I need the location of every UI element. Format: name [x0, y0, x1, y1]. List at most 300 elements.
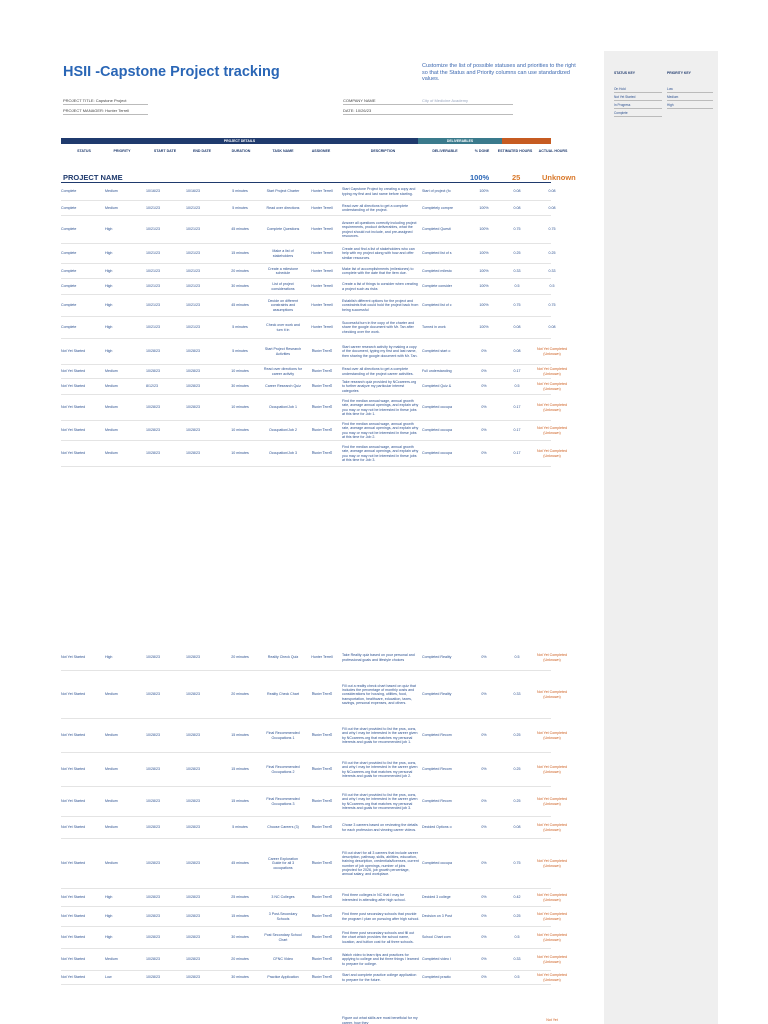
cell-status[interactable]: Not Yet Started: [61, 655, 86, 660]
cell-status[interactable]: Not Yet Started: [61, 428, 86, 433]
cell-start-date: 10/28/23: [146, 405, 160, 410]
cell-actual-hours: 0.25: [548, 251, 556, 256]
table-row[interactable]: [61, 379, 567, 395]
table-row[interactable]: [61, 671, 567, 719]
status-key-item[interactable]: On Hold: [614, 85, 662, 93]
column-header-actual-hours: ACTUAL HOURS: [538, 148, 568, 153]
cell-percent-done[interactable]: 0%: [481, 369, 487, 374]
cell-start-date: 10/28/23: [146, 767, 160, 772]
cell-assignee: Hunter Terrell: [311, 349, 333, 354]
cell-status[interactable]: Not Yet Started: [61, 895, 86, 900]
cell-percent-done[interactable]: 0%: [481, 957, 487, 962]
cell-assignee: Hunter Terrell: [311, 227, 333, 232]
cell-assignee: Hunter Terrell: [311, 799, 333, 804]
cell-deliverable: Start of project (fo: [422, 189, 451, 194]
priority-key-item[interactable]: Low: [667, 85, 713, 93]
cell-duration: 45 minutes: [231, 303, 249, 308]
table-row[interactable]: [61, 1015, 558, 1024]
cell-actual-hours: Not Yet Completed (Unknown): [537, 797, 567, 806]
cell-priority[interactable]: Medium: [105, 733, 118, 738]
cell-priority[interactable]: High: [105, 251, 113, 256]
cell-task-name: Start Project Charter: [266, 189, 300, 194]
cell-estimated-hours: 0.08: [513, 325, 521, 330]
cell-description: Chose 3 careers based on reviewing the details for each profession and viewing career videos.: [342, 823, 418, 832]
cell-actual-hours: Not Yet Completed (Unknown): [537, 449, 567, 458]
cell-start-date: 10/16/23: [146, 189, 160, 194]
cell-assignee: Hunter Terrell: [311, 325, 333, 330]
cell-status[interactable]: Complete: [61, 284, 77, 289]
cell-description: Read over all directions to get a complete understanding of the project.: [342, 203, 409, 212]
cell-task-name: Career Exploration Guide for all 3 occupations: [268, 857, 298, 870]
cell-deliverable: Completed list of c: [422, 303, 452, 308]
cell-assignee: Hunter Terrell: [311, 825, 333, 830]
cell-task-name: Occupation/Job 3: [269, 451, 297, 456]
cell-start-date: 10/28/23: [146, 957, 160, 962]
cell-start-date: 10/21/23: [146, 325, 160, 330]
cell-status[interactable]: Not Yet Started: [61, 957, 86, 962]
cell-description: Take Reality quiz based on your personal and professional goals and lifestyle choices: [342, 653, 415, 662]
cell-percent-done[interactable]: 100%: [479, 284, 489, 289]
cell-duration: 30 minutes: [231, 935, 249, 940]
cell-task-name: Check over work and turn it in: [266, 323, 300, 332]
table-row[interactable]: [61, 183, 556, 201]
cell-percent-done[interactable]: 0%: [481, 975, 487, 980]
table-row[interactable]: [61, 365, 567, 379]
cell-description: Fill out a reality check chart based on quiz that includes the percentage of monthly costs and considerations for housing, utilities, food, transportation, healthcare, education, taxes, savings, personal expenses, and others.: [342, 683, 416, 705]
summary-actual: Unknown: [542, 173, 576, 182]
cell-end-date: 10/21/23: [186, 251, 200, 256]
cell-deliverable: Full understanding: [422, 369, 452, 374]
cell-status[interactable]: Not Yet Started: [61, 405, 86, 410]
cell-task-name: Final Recommended Occupations 3: [266, 797, 300, 806]
cell-assignee: Hunter Terrell: [311, 189, 333, 194]
column-header-deliverable: DELIVERABLE: [432, 148, 458, 153]
cell-percent-done[interactable]: 0%: [481, 935, 487, 940]
table-row[interactable]: [61, 927, 567, 949]
cell-end-date: 10/28/23: [186, 975, 200, 980]
cell-actual-hours: Not Yet Completed (Unknown): [537, 893, 567, 902]
cell-duration: 15 minutes: [231, 767, 249, 772]
cell-estimated-hours: 0.33: [513, 957, 521, 962]
cell-status[interactable]: Not Yet Started: [61, 861, 86, 866]
cell-priority[interactable]: Low: [105, 975, 112, 980]
cell-description: Start career research activity by making a copy of the document, typing my first and last name, then sharing the google document with Mr. Tan.: [342, 345, 418, 358]
cell-actual-hours: Not Yet Completed (Unknown): [537, 933, 567, 942]
cell-description: Make list of accomplishments (milestones) to complete with the date that the item due.: [342, 266, 414, 275]
cell-priority[interactable]: Medium: [105, 692, 118, 697]
cell-deliverable: Completed list of s: [422, 251, 452, 256]
cell-deliverable: Completed occupa: [422, 861, 452, 866]
cell-start-date: 10/28/23: [146, 369, 160, 374]
project-manager-field[interactable]: PROJECT MANAGER: Hunter Terrell: [63, 108, 130, 113]
table-row[interactable]: [61, 817, 567, 839]
cell-estimated-hours: 0.25: [513, 799, 521, 804]
cell-task-name: List of project considerations: [271, 282, 295, 291]
cell-task-name: CFNC Video: [272, 957, 294, 962]
table-row[interactable]: [61, 719, 567, 753]
cell-percent-done[interactable]: 0%: [481, 692, 487, 697]
cell-actual-hours: Not Yet Completed (Unknown): [537, 690, 567, 699]
cell-assignee: Hunter Terrell: [311, 914, 333, 919]
cell-priority[interactable]: High: [105, 914, 113, 919]
cell-description: Find the median annual wage, annual growth rate, average annual openings, and explain why you may or may not be interested in these jobs at this time for Job 1.: [342, 398, 419, 416]
cell-percent-done[interactable]: 0%: [481, 799, 487, 804]
cell-duration: 5 minutes: [232, 349, 248, 354]
cell-start-date: 10/28/23: [146, 895, 160, 900]
cell-duration: 5 minutes: [232, 325, 248, 330]
cell-percent-done[interactable]: 0%: [481, 405, 487, 410]
column-header-assignee: ASSIGNEE: [311, 148, 331, 153]
cell-description: Find the median annual wage, annual growth rate, average annual openings, and explain why you may or may not be interested in these jobs at this time for Job 3.: [342, 444, 419, 462]
cell-priority[interactable]: High: [105, 268, 113, 273]
cell-actual-hours: Not Yet Completed (Unknown): [537, 382, 567, 391]
cell-start-date: 10/21/23: [146, 303, 160, 308]
table-row[interactable]: [61, 264, 556, 279]
cell-end-date: 10/21/23: [186, 268, 200, 273]
cell-duration: 15 minutes: [231, 251, 249, 256]
cell-percent-done[interactable]: 100%: [479, 251, 489, 256]
cell-task-name: Create a milestone schedule: [267, 266, 299, 275]
table-row[interactable]: [61, 971, 567, 985]
table-row[interactable]: [61, 839, 567, 889]
cell-description: Create and find a list of stakeholders who can help with my project along with how and offer similar resources.: [342, 247, 415, 260]
cell-start-date: 10/28/23: [146, 451, 160, 456]
table-row[interactable]: [61, 753, 567, 787]
cell-percent-done[interactable]: 0%: [481, 914, 487, 919]
cell-end-date: 10/28/23: [186, 428, 200, 433]
cell-task-name: Reality Check Chart: [267, 692, 299, 697]
cell-actual-hours: 0.5: [549, 284, 555, 289]
cell-duration: 30 minutes: [231, 284, 249, 289]
cell-estimated-hours: 0.33: [513, 268, 521, 273]
column-header-start-date: START DATE: [153, 148, 177, 153]
table-row[interactable]: [61, 395, 567, 421]
cell-deliverable: Completed occupa: [422, 428, 452, 433]
cell-status[interactable]: Complete: [61, 251, 77, 256]
cell-start-date: 10/28/23: [146, 825, 160, 830]
cell-percent-done[interactable]: 0%: [481, 428, 487, 433]
cell-percent-done[interactable]: 0%: [481, 733, 487, 738]
table-row[interactable]: [61, 441, 567, 467]
cell-description: Start and complete practice college application to prepare for the future.: [342, 973, 417, 982]
cell-duration: 20 minutes: [231, 957, 249, 962]
cell-estimated-hours: 0.75: [513, 303, 521, 308]
cell-priority[interactable]: Medium: [105, 957, 118, 962]
status-key-title: STATUS KEY: [614, 71, 635, 75]
priority-key-item[interactable]: Medium: [667, 93, 713, 101]
cell-actual-hours: Not Yet Completed (Unknown): [537, 653, 567, 662]
cell-estimated-hours: 0.17: [513, 369, 521, 374]
cell-task-name: Complete Questions: [266, 227, 300, 232]
cell-percent-done[interactable]: 100%: [479, 325, 489, 330]
cell-priority[interactable]: Medium: [105, 767, 118, 772]
table-row[interactable]: [61, 889, 567, 907]
cell-priority[interactable]: Medium: [105, 799, 118, 804]
cell-duration: 5 minutes: [232, 189, 248, 194]
cell-actual-hours: Not Yet: [546, 1018, 558, 1023]
cell-estimated-hours: 0.75: [513, 227, 521, 232]
cell-estimated-hours: 0.5: [514, 655, 520, 660]
cell-end-date: 10/21/23: [186, 325, 200, 330]
cell-estimated-hours: 0.17: [513, 405, 521, 410]
cell-percent-done[interactable]: 0%: [481, 384, 487, 389]
column-header-end-date: END DATE: [192, 148, 212, 153]
cell-deliverable: Decision on 3 Post: [422, 914, 452, 919]
cell-percent-done[interactable]: 0%: [481, 655, 487, 660]
cell-start-date: 10/28/23: [146, 914, 160, 919]
cell-description: Fill out chart for all 3 careers that include career description, pathway, skills, abilities, education, training description, credentials/licenses, current number of job openings, number of jobs projected for 2026, job growth percentage, annual salary, and workplace.: [342, 850, 419, 877]
cell-duration: 10 minutes: [231, 369, 249, 374]
cell-deliverable: Completed practic: [422, 975, 451, 980]
cell-percent-done[interactable]: 0%: [481, 895, 487, 900]
cell-status[interactable]: Not Yet Started: [61, 767, 86, 772]
cell-start-date: 10/28/23: [146, 733, 160, 738]
cell-assignee: Hunter Terrell: [311, 861, 333, 866]
cell-description: Successful turn in the copy of the charter and share the google document with Mr. Tan after checking over the work.: [342, 321, 415, 334]
table-row[interactable]: [61, 216, 556, 244]
cell-end-date: 10/21/23: [186, 205, 200, 210]
table-row[interactable]: [61, 339, 567, 365]
cell-deliverable: Completed Recom: [422, 799, 452, 804]
cell-deliverable: Completed Reality: [422, 692, 452, 697]
column-header-status: STATUS: [77, 148, 91, 153]
company-value[interactable]: City of Medicine Academy: [422, 98, 469, 103]
table-row[interactable]: [61, 244, 556, 264]
status-key-item[interactable]: Complete: [614, 109, 662, 117]
cell-description: Fill out the chart provided to list the pros, cons, and why I may be interested in the career given by NCcareers.org that matches my personal interests and goals for recommended job 3.: [342, 792, 418, 810]
cell-task-name: Final Recommended Occupations 1: [266, 731, 300, 740]
cell-duration: 10 minutes: [231, 405, 249, 410]
cell-percent-done[interactable]: 100%: [479, 189, 489, 194]
cell-priority[interactable]: High: [105, 895, 113, 900]
cell-duration: 5 minutes: [232, 825, 248, 830]
priority-key-item[interactable]: High: [667, 101, 713, 109]
cell-percent-done[interactable]: 0%: [481, 825, 487, 830]
cell-start-date: 10/21/23: [146, 251, 160, 256]
cell-status[interactable]: Complete: [61, 325, 77, 330]
table-row[interactable]: [61, 787, 567, 817]
cell-deliverable: School Chart com: [422, 935, 451, 940]
table-row[interactable]: [61, 907, 567, 927]
cell-actual-hours: Not Yet Completed (Unknown): [537, 912, 567, 921]
cell-status[interactable]: Not Yet Started: [61, 369, 86, 374]
cell-duration: 15 minutes: [231, 914, 249, 919]
column-header-percent-done: % DONE: [474, 148, 490, 153]
cell-task-name: Make a list of stakeholders: [272, 249, 294, 258]
cell-assignee: Hunter Terrell: [311, 405, 333, 410]
cell-priority[interactable]: Medium: [105, 825, 118, 830]
cell-status[interactable]: Complete: [61, 268, 77, 273]
key-panel: [604, 51, 718, 1024]
cell-deliverable: Completed occupa: [422, 451, 452, 456]
cell-description: Find three post secondary schools that provide the program I plan on pursuing after high school.: [342, 912, 420, 921]
project-title-field[interactable]: PROJECT TITLE: Capstone Project: [63, 98, 127, 103]
cell-task-name: Career Research Quiz: [265, 384, 301, 389]
cell-description: Find the median annual wage, annual growth rate, average annual openings, and explain why you may or may not be interested in these jobs at this time for Job 2.: [342, 421, 419, 439]
cell-duration: 15 minutes: [231, 733, 249, 738]
cell-estimated-hours: 0.08: [513, 205, 521, 210]
cell-description: Establish different options for the project and constraints that could hold the project back from being successful: [342, 299, 419, 312]
cell-start-date: 10/21/23: [146, 205, 160, 210]
cell-priority[interactable]: Medium: [105, 369, 118, 374]
table-row[interactable]: [61, 949, 567, 971]
cell-task-name: Choose Careers (3): [267, 825, 299, 830]
cell-task-name: Reality Check Quiz: [267, 655, 299, 660]
cell-status[interactable]: Not Yet Started: [61, 692, 86, 697]
column-header-duration: DURATION: [231, 148, 251, 153]
cell-priority[interactable]: High: [105, 935, 113, 940]
cell-status[interactable]: Not Yet Started: [61, 975, 86, 980]
cell-description: Take research quiz provided by NCcareers.org to further analyze my particular interest categories: [342, 380, 417, 393]
cell-end-date: 10/28/23: [186, 655, 200, 660]
cell-percent-done[interactable]: 0%: [481, 767, 487, 772]
cell-status[interactable]: Not Yet Started: [61, 384, 86, 389]
cell-assignee: Hunter Terrell: [311, 733, 333, 738]
column-header-task-name: TASK NAME: [272, 148, 294, 153]
cell-task-name: Occupation/Job 1: [269, 405, 297, 410]
cell-status[interactable]: Complete: [61, 205, 77, 210]
band-project-details: PROJECT DETAILS: [61, 138, 418, 144]
cell-actual-hours: Not Yet Completed (Unknown): [537, 731, 567, 740]
cell-start-date: 10/28/23: [146, 935, 160, 940]
cell-percent-done[interactable]: 100%: [479, 205, 489, 210]
company-label: COMPANY NAME: [343, 98, 376, 103]
cell-estimated-hours: 0.25: [513, 767, 521, 772]
cell-actual-hours: Not Yet Completed (Unknown): [537, 426, 567, 435]
cell-priority[interactable]: High: [105, 325, 113, 330]
cell-start-date: 10/28/23: [146, 655, 160, 660]
table-row[interactable]: [61, 421, 567, 441]
cell-duration: 15 minutes: [231, 799, 249, 804]
table-row[interactable]: [61, 295, 556, 317]
cell-actual-hours: Not Yet Completed (Unknown): [537, 765, 567, 774]
cell-percent-done[interactable]: 0%: [481, 451, 487, 456]
cell-priority[interactable]: High: [105, 349, 113, 354]
cell-end-date: 10/28/23: [186, 799, 200, 804]
cell-description: Read over all directions to get a complete understanding of the project career activities.: [342, 367, 414, 376]
column-header-estimated-hours: ESTIMATED HOURS: [497, 148, 533, 153]
cell-assignee: Hunter Terrell: [311, 767, 333, 772]
cell-end-date: 10/21/23: [186, 284, 200, 289]
cell-actual-hours: 0.08: [548, 205, 556, 210]
cell-description: Watch video to learn tips and practices for applying to college and list three things I learned to prepare for college.: [342, 953, 419, 966]
cell-assignee: Hunter Terrell: [311, 369, 333, 374]
cell-duration: 45 minutes: [231, 227, 249, 232]
cell-priority[interactable]: High: [105, 284, 113, 289]
cell-percent-done[interactable]: 100%: [479, 227, 489, 232]
cell-end-date: 10/28/23: [186, 861, 200, 866]
cell-deliverable: Completed Questi: [422, 227, 451, 232]
cell-actual-hours: 0.08: [548, 189, 556, 194]
cell-estimated-hours: 0.5: [514, 975, 520, 980]
cell-assignee: Hunter Terrell: [311, 895, 333, 900]
cell-priority[interactable]: Medium: [105, 205, 118, 210]
cell-priority[interactable]: High: [105, 655, 113, 660]
cell-start-date: 10/28/23: [146, 349, 160, 354]
column-header-priority: PRIORITY: [113, 148, 131, 153]
cell-task-name: Read over directions for career activity: [263, 367, 303, 376]
cell-actual-hours: 0.08: [548, 325, 556, 330]
cell-percent-done[interactable]: 0%: [481, 349, 487, 354]
cell-task-name: Practice Application: [267, 975, 299, 980]
status-key-item[interactable]: Not Yet Started: [614, 93, 662, 101]
cell-priority[interactable]: Medium: [105, 189, 118, 194]
cell-start-date: 10/21/23: [146, 284, 160, 289]
cell-end-date: 10/21/23: [186, 227, 200, 232]
cell-deliverable: Decided Options o: [422, 825, 452, 830]
date-field[interactable]: DATE: 10/26/23: [343, 108, 372, 113]
cell-percent-done[interactable]: 100%: [479, 268, 489, 273]
cell-description: Fill out the chart provided to list the pros, cons, and why I may be interested in the career given by NCcareers.org that matches my personal interests and goals for recommended job 1.: [342, 726, 418, 744]
cell-end-date: 10/28/23: [186, 767, 200, 772]
cell-percent-done[interactable]: 0%: [481, 861, 487, 866]
cell-duration: 10 minutes: [231, 451, 249, 456]
status-key-item[interactable]: In Progress: [614, 101, 662, 109]
cell-duration: 30 minutes: [231, 384, 249, 389]
cell-end-date: 10/28/23: [186, 935, 200, 940]
cell-assignee: Hunter Terrell: [311, 655, 333, 660]
cell-start-date: 10/28/23: [146, 799, 160, 804]
cell-actual-hours: 0.33: [548, 268, 556, 273]
cell-deliverable: Decided 3 college: [422, 895, 451, 900]
cell-end-date: 10/28/23: [186, 384, 200, 389]
cell-estimated-hours: 0.25: [513, 914, 521, 919]
cell-priority[interactable]: Medium: [105, 405, 118, 410]
cell-priority[interactable]: Medium: [105, 861, 118, 866]
cell-status[interactable]: Not Yet Started: [61, 935, 86, 940]
cell-deliverable: Completed start o: [422, 349, 451, 354]
table-row[interactable]: [61, 279, 555, 295]
cell-assignee: Hunter Terrell: [311, 428, 333, 433]
cell-status[interactable]: Not Yet Started: [61, 799, 86, 804]
cell-assignee: Hunter Terrell: [311, 205, 333, 210]
cell-status[interactable]: Not Yet Started: [61, 914, 86, 919]
summary-percent: 100%: [470, 173, 490, 182]
customize-note: Customize the list of possible statuses and priorities to the right so that the Status and Priority columns can use standardized values.: [422, 63, 576, 82]
cell-status[interactable]: Not Yet Started: [61, 451, 86, 456]
cell-priority[interactable]: Medium: [105, 451, 118, 456]
cell-start-date: 10/21/23: [146, 268, 160, 273]
cell-status[interactable]: Complete: [61, 227, 77, 232]
cell-end-date: 10/28/23: [186, 369, 200, 374]
cell-actual-hours: Not Yet Completed (Unknown): [537, 823, 567, 832]
cell-status[interactable]: Not Yet Started: [61, 825, 86, 830]
cell-priority[interactable]: High: [105, 303, 113, 308]
cell-status[interactable]: Not Yet Started: [61, 349, 86, 354]
cell-deliverable: Completely compre: [422, 205, 453, 210]
cell-description: Create a list of things to consider when creating a project such as risks: [342, 282, 418, 291]
cell-deliverable: Completed occupa: [422, 405, 452, 410]
cell-assignee: Hunter Terrell: [311, 268, 333, 273]
cell-priority[interactable]: Medium: [105, 384, 118, 389]
cell-task-name: Read over directions: [266, 205, 300, 210]
cell-estimated-hours: 0.75: [513, 861, 521, 866]
cell-start-date: 10/28/23: [146, 428, 160, 433]
cell-duration: 10 minutes: [231, 428, 249, 433]
cell-status[interactable]: Not Yet Started: [61, 733, 86, 738]
cell-priority[interactable]: High: [105, 227, 113, 232]
cell-end-date: 10/28/23: [186, 895, 200, 900]
table-row[interactable]: [61, 317, 556, 339]
cell-end-date: 10/28/23: [186, 914, 200, 919]
cell-estimated-hours: 0.08: [513, 189, 521, 194]
cell-percent-done[interactable]: 100%: [479, 303, 489, 308]
table-row[interactable]: [61, 201, 556, 216]
cell-priority[interactable]: Medium: [105, 428, 118, 433]
cell-status[interactable]: Complete: [61, 189, 77, 194]
cell-status[interactable]: Complete: [61, 303, 77, 308]
table-row[interactable]: [61, 645, 567, 671]
